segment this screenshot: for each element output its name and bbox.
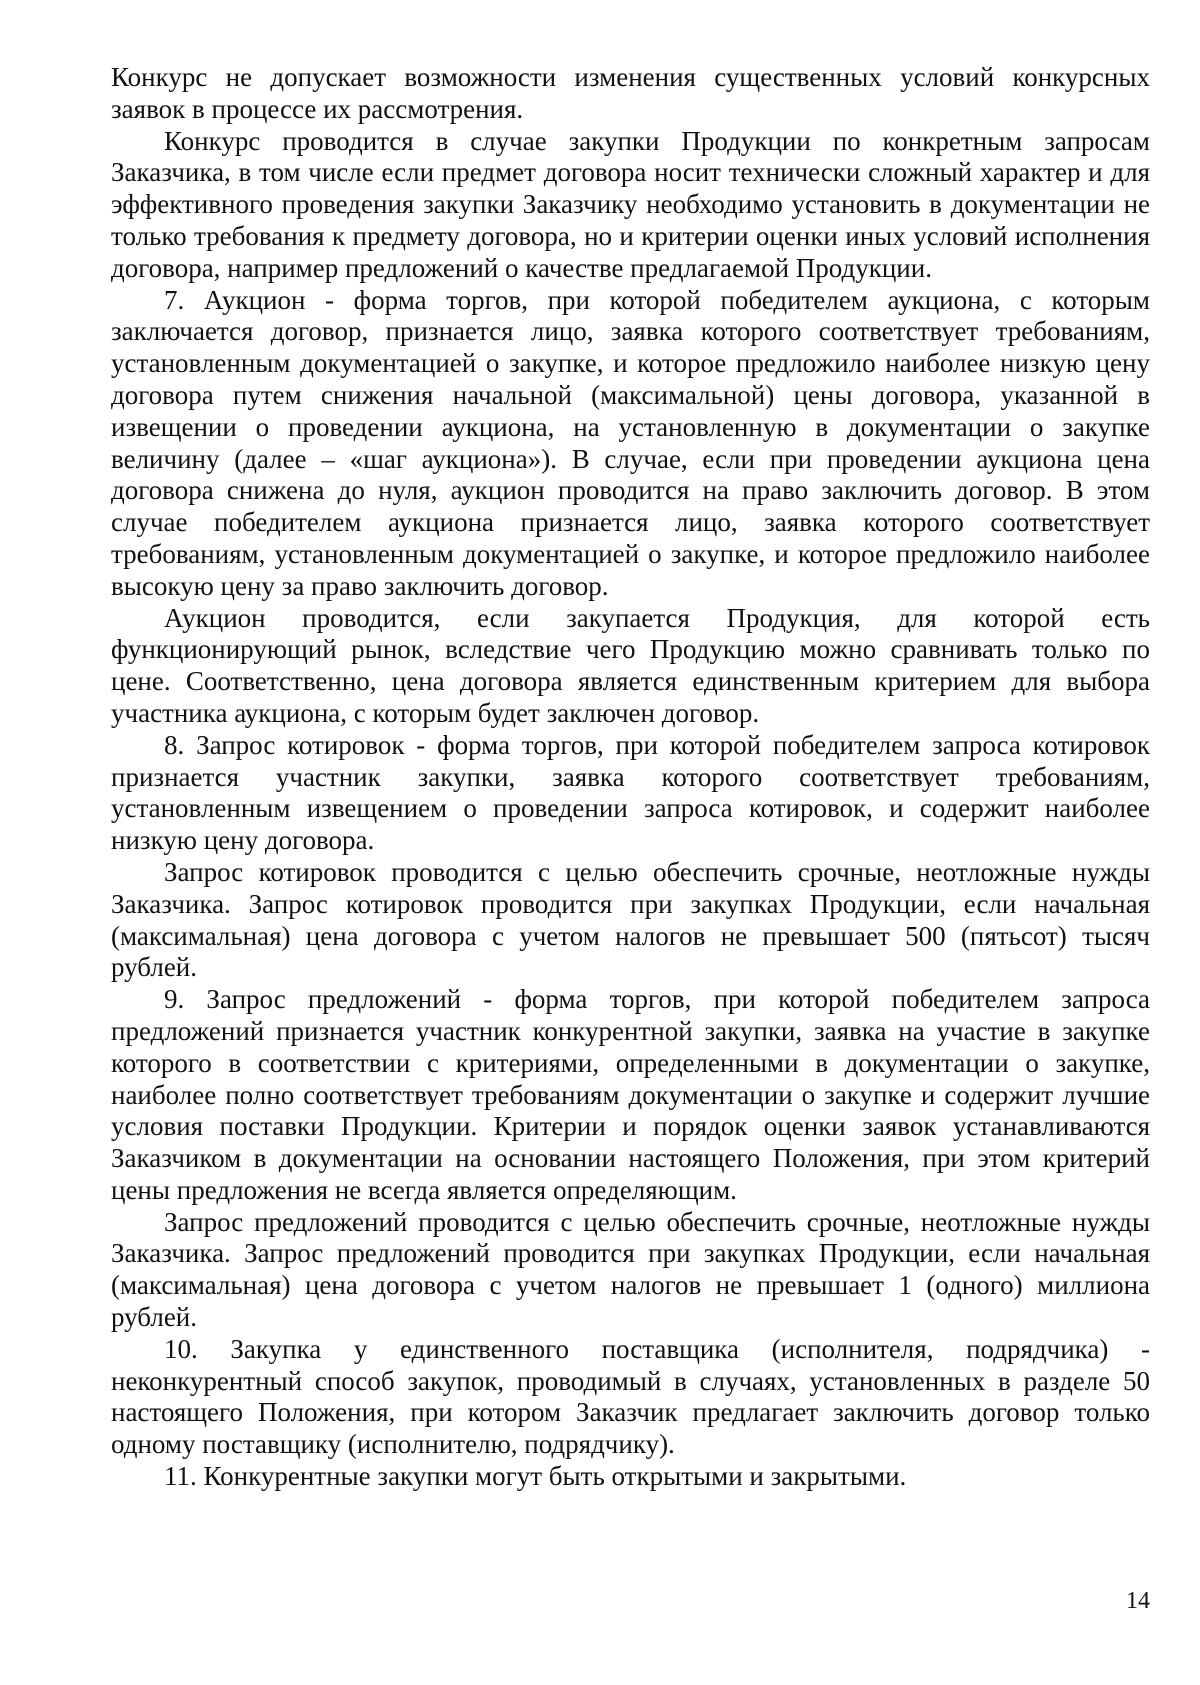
paragraph-item-8: 8. Запрос котировок - форма торгов, при которой победителем запроса котировок признается участник закупки, заявка которого соответствует требованиям, установленным извещением о проведении запроса котировок, и содержит наиболее низкую цену договора. <box>111 729 1150 856</box>
paragraph-item-10: 10. Закупка у единственного поставщика (исполнителя, подрядчика) - неконкурентный способ закупок, проводимый в случаях, установленных в разделе 50 настоящего Положения, при котором Заказчик предлагает заключить договор только одному поставщику (исполнителю, подрядчику). <box>111 1333 1150 1460</box>
paragraph: Конкурс проводится в случае закупки Продукции по конкретным запросам Заказчика, в том числе если предмет договора носит технически сложный характер и для эффективного проведения закупки Заказчику необходимо установить в документации не только требования к предмету договора, но и критерии оценки иных условий исполнения договора, например предложений о качестве предлагаемой Продукции. <box>111 125 1150 283</box>
paragraph-item-7: 7. Аукцион - форма торгов, при которой победителем аукциона, с которым заключается договор, признается лицо, заявка которого соответствует требованиям, установленным документацией о закупке, и которое предложило наиболее низкую цену договора путем снижения начальной (максимальной) цены договора, указанной в извещении о проведении аукциона, на установленную в документации о закупке величину (далее – «шаг аукциона»). В случае, если при проведении аукциона цена договора снижена до нуля, аукцион проводится на право заключить договор. В этом случае победителем аукциона признается лицо, заявка которого соответствует требованиям, установленным документацией о закупке, и которое предложило наиболее высокую цену за право заключить договор. <box>111 284 1150 601</box>
paragraph: Аукцион проводится, если закупается Продукция, для которой есть функционирующий рынок, вследствие чего Продукцию можно сравнивать только по цене. Соответственно, цена договора является единственным критерием для выбора участника аукциона, с которым будет заключен договор. <box>111 602 1150 728</box>
document-body <box>111 62 1150 1493</box>
page-number: 14 <box>1126 1588 1150 1614</box>
paragraph: Запрос котировок проводится с целью обеспечить срочные, неотложные нужды Заказчика. Запрос котировок проводится при закупках Продукции, если начальная (максимальная) цена договора с учетом налогов не превышает 500 (пятьсот) тысяч рублей. <box>111 856 1150 983</box>
paragraph-item-9: 9. Запрос предложений - форма торгов, при которой победителем запроса предложений признается участник конкурентной закупки, заявка на участие в закупке которого в соответствии с критериями, определенными в документации о закупке, наиболее полно соответствует требованиям документации о закупке и содержит лучшие условия поставки Продукции. Критерии и порядок оценки заявок устанавливаются Заказчиком в документации на основании настоящего Положения, при этом критерий цены предложения не всегда является определяющим. <box>111 984 1150 1205</box>
paragraph: Запрос предложений проводится с целью обеспечить срочные, неотложные нужды Заказчика. Запрос предложений проводится при закупках Продукции, если начальная (максимальная) цена договора с учетом налогов не превышает 1 (одного) миллиона рублей. <box>111 1206 1150 1333</box>
paragraph-item-11: 11. Конкурентные закупки могут быть открытыми и закрытыми. <box>164 1461 907 1492</box>
paragraph: Конкурс не допускает возможности изменения существенных условий конкурсных заявок в процессе их рассмотрения. <box>111 62 1150 124</box>
